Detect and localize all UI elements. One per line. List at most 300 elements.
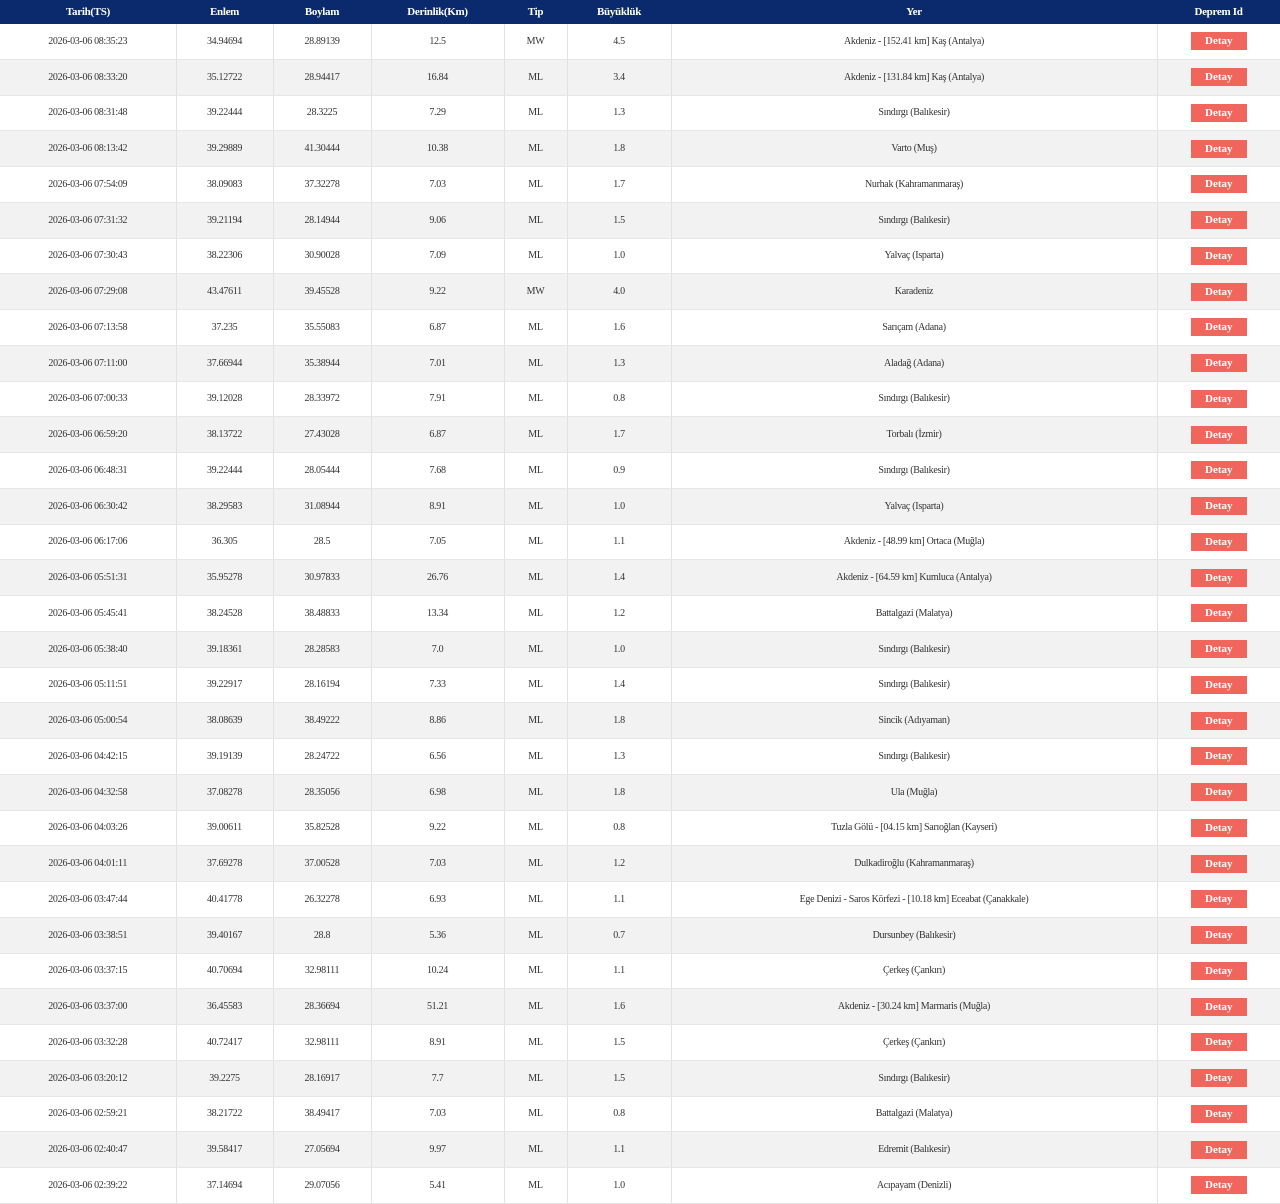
- cell-location: Battalgazi (Malatya): [671, 1096, 1157, 1132]
- cell-longitude: 37.00528: [273, 846, 371, 882]
- cell-date: 2026-03-06 03:20:12: [0, 1060, 176, 1096]
- cell-magnitude: 1.7: [567, 167, 671, 203]
- cell-longitude: 29.07056: [273, 1168, 371, 1204]
- cell-latitude: 39.22444: [176, 453, 273, 489]
- detail-button[interactable]: Detay: [1191, 247, 1247, 265]
- cell-depth: 7.91: [371, 381, 504, 417]
- cell-magnitude: 0.8: [567, 381, 671, 417]
- table-row: [0, 202, 1280, 238]
- cell-latitude: 39.21194: [176, 202, 273, 238]
- cell-magnitude: 1.7: [567, 417, 671, 453]
- cell-earthquake-id: [1157, 24, 1280, 59]
- header-type[interactable]: Tip: [504, 0, 567, 24]
- cell-location: Sındırgı (Balıkesir): [671, 453, 1157, 489]
- cell-type: ML: [504, 59, 567, 95]
- cell-location: Sındırgı (Balıkesir): [671, 667, 1157, 703]
- header-longitude[interactable]: Boylam: [273, 0, 371, 24]
- cell-date: 2026-03-06 06:59:20: [0, 417, 176, 453]
- cell-depth: 9.22: [371, 274, 504, 310]
- cell-earthquake-id: [1157, 810, 1280, 846]
- cell-latitude: 40.70694: [176, 953, 273, 989]
- cell-earthquake-id: [1157, 59, 1280, 95]
- cell-location: Nurhak (Kahramanmaraş): [671, 167, 1157, 203]
- cell-magnitude: 1.1: [567, 1132, 671, 1168]
- detail-button[interactable]: Detay: [1191, 140, 1247, 158]
- cell-depth: 6.56: [371, 739, 504, 775]
- detail-button[interactable]: Detay: [1191, 783, 1247, 801]
- cell-date: 2026-03-06 04:32:58: [0, 774, 176, 810]
- cell-longitude: 27.43028: [273, 417, 371, 453]
- cell-type: ML: [504, 524, 567, 560]
- cell-latitude: 36.45583: [176, 989, 273, 1025]
- cell-longitude: 27.05694: [273, 1132, 371, 1168]
- cell-latitude: 39.00611: [176, 810, 273, 846]
- cell-date: 2026-03-06 06:30:42: [0, 488, 176, 524]
- cell-depth: 7.33: [371, 667, 504, 703]
- cell-magnitude: 1.3: [567, 739, 671, 775]
- cell-location: Akdeniz - [48.99 km] Ortaca (Muğla): [671, 524, 1157, 560]
- cell-type: ML: [504, 739, 567, 775]
- cell-longitude: 26.32278: [273, 882, 371, 918]
- cell-earthquake-id: [1157, 560, 1280, 596]
- cell-magnitude: 1.0: [567, 631, 671, 667]
- cell-magnitude: 1.6: [567, 310, 671, 346]
- header-date[interactable]: Tarih(TS): [0, 0, 176, 24]
- table-row: [0, 488, 1280, 524]
- cell-latitude: 39.22444: [176, 95, 273, 131]
- cell-earthquake-id: [1157, 703, 1280, 739]
- cell-type: MW: [504, 274, 567, 310]
- detail-button[interactable]: Detay: [1191, 68, 1247, 86]
- cell-depth: 7.7: [371, 1060, 504, 1096]
- table-row: [0, 882, 1280, 918]
- cell-latitude: 43.47611: [176, 274, 273, 310]
- cell-longitude: 28.16194: [273, 667, 371, 703]
- table-row: [0, 417, 1280, 453]
- table-row: [0, 989, 1280, 1025]
- detail-button[interactable]: Detay: [1191, 175, 1247, 193]
- cell-magnitude: 1.5: [567, 1060, 671, 1096]
- cell-location: Çerkeş (Çankırı): [671, 953, 1157, 989]
- detail-button[interactable]: Detay: [1191, 569, 1247, 587]
- table-row: [0, 917, 1280, 953]
- table-row: [0, 167, 1280, 203]
- header-earthquake-id[interactable]: Deprem Id: [1157, 0, 1280, 24]
- cell-date: 2026-03-06 08:35:23: [0, 24, 176, 59]
- cell-date: 2026-03-06 07:11:00: [0, 345, 176, 381]
- detail-button[interactable]: Detay: [1191, 1033, 1247, 1051]
- cell-location: Dulkadiroğlu (Kahramanmaraş): [671, 846, 1157, 882]
- cell-magnitude: 1.3: [567, 345, 671, 381]
- cell-longitude: 28.16917: [273, 1060, 371, 1096]
- cell-earthquake-id: [1157, 167, 1280, 203]
- detail-button[interactable]: Detay: [1191, 283, 1247, 301]
- cell-depth: 7.09: [371, 238, 504, 274]
- cell-latitude: 38.08639: [176, 703, 273, 739]
- cell-depth: 10.38: [371, 131, 504, 167]
- detail-button[interactable]: Detay: [1191, 1105, 1247, 1123]
- detail-button[interactable]: Detay: [1191, 318, 1247, 336]
- cell-location: Sındırgı (Balıkesir): [671, 202, 1157, 238]
- cell-latitude: 40.72417: [176, 1025, 273, 1061]
- table-row: [0, 59, 1280, 95]
- cell-earthquake-id: [1157, 1168, 1280, 1204]
- header-row: [0, 0, 1280, 24]
- table-row: [0, 560, 1280, 596]
- cell-latitude: 39.22917: [176, 667, 273, 703]
- cell-date: 2026-03-06 05:00:54: [0, 703, 176, 739]
- cell-magnitude: 1.2: [567, 596, 671, 632]
- cell-latitude: 36.305: [176, 524, 273, 560]
- cell-type: ML: [504, 703, 567, 739]
- table-row: [0, 24, 1280, 59]
- cell-type: ML: [504, 381, 567, 417]
- cell-type: ML: [504, 1096, 567, 1132]
- cell-magnitude: 1.8: [567, 131, 671, 167]
- cell-earthquake-id: [1157, 310, 1280, 346]
- cell-depth: 26.76: [371, 560, 504, 596]
- cell-date: 2026-03-06 07:54:09: [0, 167, 176, 203]
- table-header: [0, 0, 1280, 24]
- cell-type: ML: [504, 310, 567, 346]
- detail-button[interactable]: Detay: [1191, 926, 1247, 944]
- table-row: [0, 846, 1280, 882]
- cell-type: ML: [504, 238, 567, 274]
- cell-depth: 6.87: [371, 310, 504, 346]
- detail-button[interactable]: Detay: [1191, 104, 1247, 122]
- detail-button[interactable]: Detay: [1191, 32, 1247, 50]
- cell-longitude: 28.24722: [273, 739, 371, 775]
- detail-button[interactable]: Detay: [1191, 604, 1247, 622]
- cell-depth: 9.06: [371, 202, 504, 238]
- detail-button[interactable]: Detay: [1191, 819, 1247, 837]
- cell-longitude: 38.49222: [273, 703, 371, 739]
- cell-earthquake-id: [1157, 739, 1280, 775]
- cell-longitude: 28.5: [273, 524, 371, 560]
- header-latitude[interactable]: Enlem: [176, 0, 273, 24]
- cell-longitude: 28.05444: [273, 453, 371, 489]
- cell-magnitude: 1.3: [567, 95, 671, 131]
- cell-magnitude: 1.0: [567, 238, 671, 274]
- cell-location: Aladağ (Adana): [671, 345, 1157, 381]
- cell-date: 2026-03-06 05:38:40: [0, 631, 176, 667]
- cell-magnitude: 3.4: [567, 59, 671, 95]
- table-row: [0, 774, 1280, 810]
- cell-location: Sarıçam (Adana): [671, 310, 1157, 346]
- cell-location: Sındırgı (Balıkesir): [671, 739, 1157, 775]
- cell-magnitude: 1.4: [567, 560, 671, 596]
- cell-type: ML: [504, 560, 567, 596]
- cell-magnitude: 0.9: [567, 453, 671, 489]
- cell-longitude: 38.49417: [273, 1096, 371, 1132]
- cell-latitude: 35.95278: [176, 560, 273, 596]
- cell-depth: 6.98: [371, 774, 504, 810]
- cell-type: ML: [504, 846, 567, 882]
- cell-depth: 7.03: [371, 846, 504, 882]
- cell-date: 2026-03-06 07:00:33: [0, 381, 176, 417]
- cell-earthquake-id: [1157, 238, 1280, 274]
- table-row: [0, 1168, 1280, 1204]
- table-row: [0, 667, 1280, 703]
- cell-longitude: 39.45528: [273, 274, 371, 310]
- cell-date: 2026-03-06 05:45:41: [0, 596, 176, 632]
- cell-type: ML: [504, 882, 567, 918]
- cell-magnitude: 1.1: [567, 524, 671, 560]
- cell-earthquake-id: [1157, 882, 1280, 918]
- table-row: [0, 596, 1280, 632]
- cell-longitude: 30.97833: [273, 560, 371, 596]
- table-row: [0, 238, 1280, 274]
- detail-button[interactable]: Detay: [1191, 1069, 1247, 1087]
- cell-latitude: 38.09083: [176, 167, 273, 203]
- cell-depth: 8.86: [371, 703, 504, 739]
- cell-depth: 8.91: [371, 488, 504, 524]
- cell-date: 2026-03-06 08:13:42: [0, 131, 176, 167]
- cell-latitude: 38.24528: [176, 596, 273, 632]
- cell-longitude: 28.36694: [273, 989, 371, 1025]
- cell-earthquake-id: [1157, 596, 1280, 632]
- cell-latitude: 37.66944: [176, 345, 273, 381]
- cell-location: Akdeniz - [152.41 km] Kaş (Antalya): [671, 24, 1157, 59]
- detail-button[interactable]: Detay: [1191, 855, 1247, 873]
- cell-latitude: 39.18361: [176, 631, 273, 667]
- cell-longitude: 28.33972: [273, 381, 371, 417]
- cell-magnitude: 1.6: [567, 989, 671, 1025]
- cell-date: 2026-03-06 06:48:31: [0, 453, 176, 489]
- cell-earthquake-id: [1157, 1132, 1280, 1168]
- cell-longitude: 31.08944: [273, 488, 371, 524]
- cell-location: Battalgazi (Malatya): [671, 596, 1157, 632]
- cell-depth: 9.97: [371, 1132, 504, 1168]
- cell-date: 2026-03-06 05:11:51: [0, 667, 176, 703]
- cell-depth: 9.22: [371, 810, 504, 846]
- cell-depth: 7.29: [371, 95, 504, 131]
- cell-type: ML: [504, 202, 567, 238]
- cell-type: ML: [504, 917, 567, 953]
- cell-latitude: 35.12722: [176, 59, 273, 95]
- table-row: [0, 453, 1280, 489]
- cell-longitude: 35.38944: [273, 345, 371, 381]
- cell-earthquake-id: [1157, 667, 1280, 703]
- detail-button[interactable]: Detay: [1191, 1176, 1247, 1194]
- cell-date: 2026-03-06 07:29:08: [0, 274, 176, 310]
- cell-location: Karadeniz: [671, 274, 1157, 310]
- table-row: [0, 381, 1280, 417]
- cell-earthquake-id: [1157, 524, 1280, 560]
- table-row: [0, 274, 1280, 310]
- detail-button[interactable]: Detay: [1191, 461, 1247, 479]
- cell-date: 2026-03-06 07:30:43: [0, 238, 176, 274]
- cell-date: 2026-03-06 08:31:48: [0, 95, 176, 131]
- cell-depth: 51.21: [371, 989, 504, 1025]
- cell-date: 2026-03-06 03:32:28: [0, 1025, 176, 1061]
- cell-type: ML: [504, 1060, 567, 1096]
- detail-button[interactable]: Detay: [1191, 962, 1247, 980]
- cell-date: 2026-03-06 04:03:26: [0, 810, 176, 846]
- detail-button[interactable]: Detay: [1191, 1141, 1247, 1159]
- cell-earthquake-id: [1157, 1025, 1280, 1061]
- header-depth[interactable]: Derinlik(Km): [371, 0, 504, 24]
- cell-location: Edremit (Balıkesir): [671, 1132, 1157, 1168]
- cell-earthquake-id: [1157, 1096, 1280, 1132]
- table-row: [0, 739, 1280, 775]
- cell-latitude: 37.08278: [176, 774, 273, 810]
- detail-button[interactable]: Detay: [1191, 890, 1247, 908]
- cell-latitude: 39.12028: [176, 381, 273, 417]
- cell-latitude: 39.40167: [176, 917, 273, 953]
- table-row: [0, 524, 1280, 560]
- cell-depth: 6.87: [371, 417, 504, 453]
- cell-depth: 7.03: [371, 1096, 504, 1132]
- cell-location: Dursunbey (Balıkesir): [671, 917, 1157, 953]
- table-row: [0, 345, 1280, 381]
- cell-type: ML: [504, 345, 567, 381]
- cell-location: Tuzla Gölü - [04.15 km] Sarıoğlan (Kayseri): [671, 810, 1157, 846]
- cell-magnitude: 1.5: [567, 1025, 671, 1061]
- cell-longitude: 35.82528: [273, 810, 371, 846]
- cell-longitude: 32.98111: [273, 953, 371, 989]
- cell-magnitude: 1.0: [567, 1168, 671, 1204]
- cell-earthquake-id: [1157, 131, 1280, 167]
- cell-date: 2026-03-06 02:59:21: [0, 1096, 176, 1132]
- cell-location: Yalvaç (Isparta): [671, 488, 1157, 524]
- cell-location: Sındırgı (Balıkesir): [671, 381, 1157, 417]
- cell-latitude: 38.21722: [176, 1096, 273, 1132]
- cell-location: Sındırgı (Balıkesir): [671, 95, 1157, 131]
- table-row: [0, 1096, 1280, 1132]
- detail-button[interactable]: Detay: [1191, 426, 1247, 444]
- cell-depth: 13.34: [371, 596, 504, 632]
- cell-magnitude: 1.0: [567, 488, 671, 524]
- cell-magnitude: 1.8: [567, 703, 671, 739]
- cell-magnitude: 1.1: [567, 953, 671, 989]
- cell-date: 2026-03-06 07:31:32: [0, 202, 176, 238]
- cell-longitude: 28.8: [273, 917, 371, 953]
- table-row: [0, 1060, 1280, 1096]
- header-location[interactable]: Yer: [671, 0, 1157, 24]
- cell-date: 2026-03-06 02:39:22: [0, 1168, 176, 1204]
- cell-location: Akdeniz - [131.84 km] Kaş (Antalya): [671, 59, 1157, 95]
- detail-button[interactable]: Detay: [1191, 676, 1247, 694]
- cell-date: 2026-03-06 06:17:06: [0, 524, 176, 560]
- detail-button[interactable]: Detay: [1191, 998, 1247, 1016]
- cell-depth: 5.41: [371, 1168, 504, 1204]
- cell-earthquake-id: [1157, 95, 1280, 131]
- cell-earthquake-id: [1157, 1060, 1280, 1096]
- cell-depth: 7.0: [371, 631, 504, 667]
- cell-latitude: 39.19139: [176, 739, 273, 775]
- cell-latitude: 34.94694: [176, 24, 273, 59]
- cell-magnitude: 0.8: [567, 1096, 671, 1132]
- cell-depth: 12.5: [371, 24, 504, 59]
- cell-magnitude: 4.5: [567, 24, 671, 59]
- detail-button[interactable]: Detay: [1191, 497, 1247, 515]
- table-row: [0, 953, 1280, 989]
- cell-type: ML: [504, 95, 567, 131]
- cell-location: Sincik (Adıyaman): [671, 703, 1157, 739]
- cell-depth: 10.24: [371, 953, 504, 989]
- cell-type: ML: [504, 989, 567, 1025]
- table-row: [0, 810, 1280, 846]
- cell-magnitude: 4.0: [567, 274, 671, 310]
- cell-location: Varto (Muş): [671, 131, 1157, 167]
- cell-location: Sındırgı (Balıkesir): [671, 631, 1157, 667]
- table-row: [0, 1132, 1280, 1168]
- cell-earthquake-id: [1157, 953, 1280, 989]
- cell-type: ML: [504, 953, 567, 989]
- detail-button[interactable]: Detay: [1191, 747, 1247, 765]
- cell-date: 2026-03-06 04:42:15: [0, 739, 176, 775]
- cell-earthquake-id: [1157, 774, 1280, 810]
- cell-latitude: 38.29583: [176, 488, 273, 524]
- cell-depth: 8.91: [371, 1025, 504, 1061]
- cell-depth: 7.05: [371, 524, 504, 560]
- cell-magnitude: 1.2: [567, 846, 671, 882]
- cell-earthquake-id: [1157, 417, 1280, 453]
- cell-depth: 16.84: [371, 59, 504, 95]
- cell-type: ML: [504, 453, 567, 489]
- table-row: [0, 1025, 1280, 1061]
- cell-location: Yalvaç (Isparta): [671, 238, 1157, 274]
- cell-latitude: 37.14694: [176, 1168, 273, 1204]
- cell-type: ML: [504, 631, 567, 667]
- cell-location: Akdeniz - [64.59 km] Kumluca (Antalya): [671, 560, 1157, 596]
- cell-date: 2026-03-06 07:13:58: [0, 310, 176, 346]
- detail-button[interactable]: Detay: [1191, 533, 1247, 551]
- cell-earthquake-id: [1157, 631, 1280, 667]
- cell-location: Torbalı (İzmir): [671, 417, 1157, 453]
- cell-latitude: 40.41778: [176, 882, 273, 918]
- cell-earthquake-id: [1157, 345, 1280, 381]
- cell-type: ML: [504, 131, 567, 167]
- detail-button[interactable]: Detay: [1191, 712, 1247, 730]
- detail-button[interactable]: Detay: [1191, 390, 1247, 408]
- cell-longitude: 41.30444: [273, 131, 371, 167]
- cell-depth: 7.68: [371, 453, 504, 489]
- cell-location: Acıpayam (Denizli): [671, 1168, 1157, 1204]
- cell-latitude: 37.69278: [176, 846, 273, 882]
- cell-type: ML: [504, 774, 567, 810]
- cell-magnitude: 1.5: [567, 202, 671, 238]
- cell-longitude: 35.55083: [273, 310, 371, 346]
- cell-magnitude: 0.8: [567, 810, 671, 846]
- table-body: [0, 24, 1280, 1203]
- cell-location: Çerkeş (Çankırı): [671, 1025, 1157, 1061]
- cell-longitude: 28.3225: [273, 95, 371, 131]
- cell-earthquake-id: [1157, 453, 1280, 489]
- cell-date: 2026-03-06 02:40:47: [0, 1132, 176, 1168]
- cell-earthquake-id: [1157, 917, 1280, 953]
- cell-longitude: 28.14944: [273, 202, 371, 238]
- cell-type: ML: [504, 667, 567, 703]
- detail-button[interactable]: Detay: [1191, 640, 1247, 658]
- cell-magnitude: 0.7: [567, 917, 671, 953]
- cell-date: 2026-03-06 05:51:31: [0, 560, 176, 596]
- cell-magnitude: 1.8: [567, 774, 671, 810]
- detail-button[interactable]: Detay: [1191, 211, 1247, 229]
- cell-type: ML: [504, 1025, 567, 1061]
- cell-date: 2026-03-06 03:37:15: [0, 953, 176, 989]
- cell-type: ML: [504, 1132, 567, 1168]
- cell-type: MW: [504, 24, 567, 59]
- header-magnitude[interactable]: Büyüklük: [567, 0, 671, 24]
- cell-longitude: 28.89139: [273, 24, 371, 59]
- cell-type: ML: [504, 1168, 567, 1204]
- cell-depth: 7.03: [371, 167, 504, 203]
- cell-earthquake-id: [1157, 488, 1280, 524]
- cell-longitude: 37.32278: [273, 167, 371, 203]
- detail-button[interactable]: Detay: [1191, 354, 1247, 372]
